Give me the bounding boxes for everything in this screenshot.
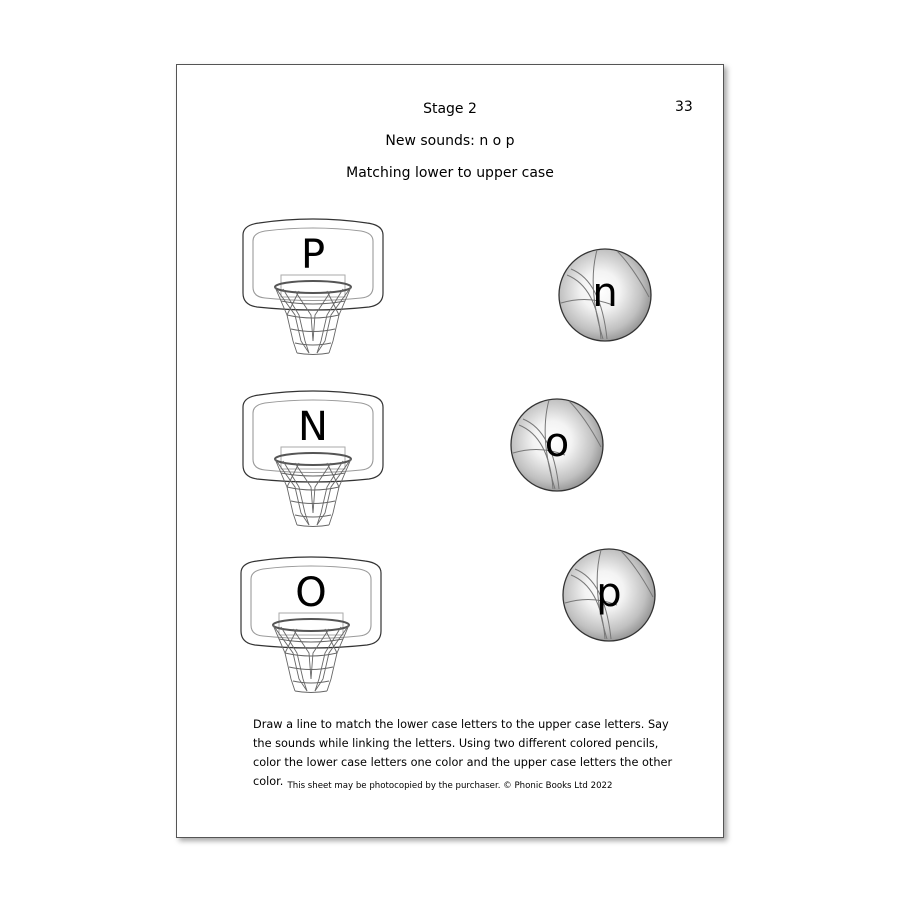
- hoop-p: [239, 215, 387, 355]
- worksheet-page: [176, 64, 724, 838]
- instructions-text: Draw a line to match the lower case letters to the upper case letters. Say the sounds while linking the letters. Using two different colored pencils, color the lower case letters one color and the upper case letters the other color.: [253, 718, 673, 788]
- ball-letter: n: [592, 270, 618, 316]
- ball-n: [557, 247, 653, 343]
- hoop-o: [237, 553, 385, 693]
- ball-letter: p: [596, 570, 622, 616]
- hoop-letter: P: [300, 232, 326, 278]
- hoop-letter: N: [298, 404, 328, 450]
- ball-letter: o: [544, 420, 570, 466]
- copyright-footer: This sheet may be photocopied by the purchaser. © Phonic Books Ltd 2022: [287, 781, 613, 791]
- ball-p: [561, 547, 657, 643]
- stage-heading: Stage 2: [423, 101, 477, 117]
- page-number: 33: [675, 99, 693, 115]
- new-sounds-heading: New sounds: n o p: [385, 133, 515, 149]
- subtitle: Matching lower to upper case: [346, 165, 554, 181]
- ball-o: [509, 397, 605, 493]
- hoop-n: [239, 387, 387, 527]
- hoop-letter: O: [295, 570, 327, 616]
